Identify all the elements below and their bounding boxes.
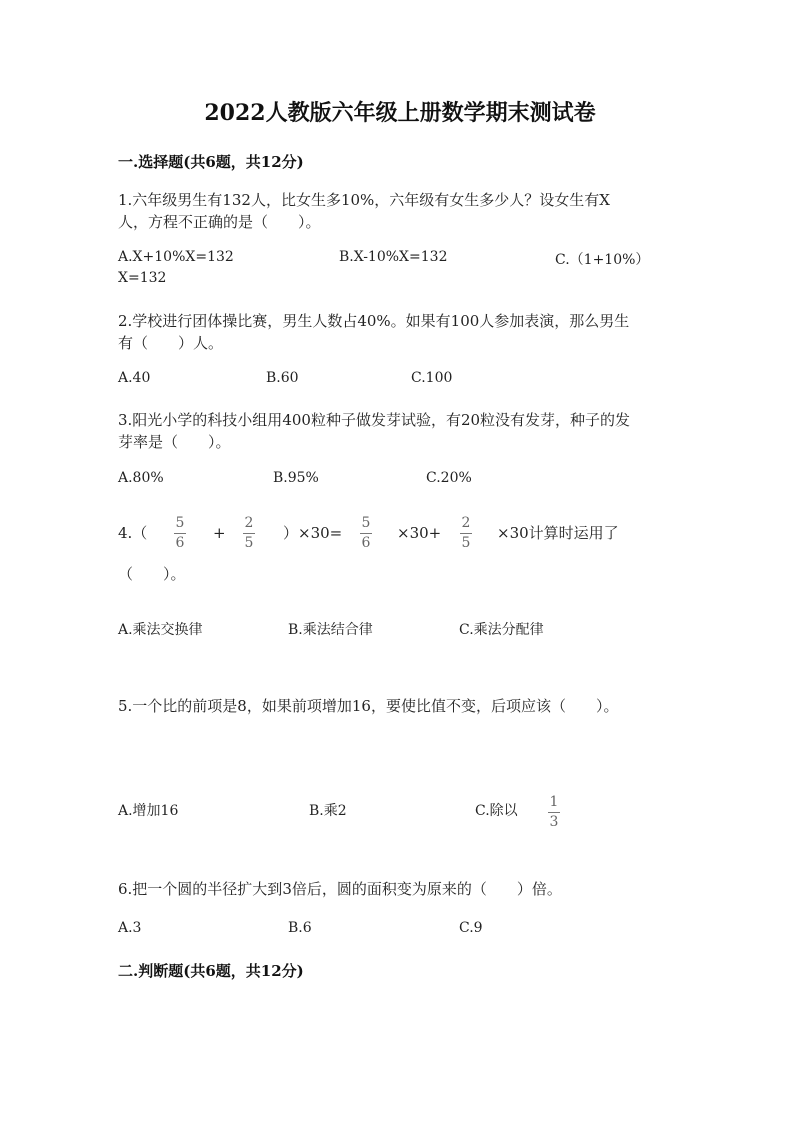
question-2-line-1: 2.学校进行团体操比赛，男生人数占40%。如果有100人参加表演，那么男生	[118, 312, 630, 330]
fraction-numerator: 2	[244, 515, 254, 531]
fraction-five-sixths	[174, 515, 186, 552]
fraction-denominator: 3	[549, 814, 559, 830]
fraction-two-fifths-2	[460, 515, 472, 552]
fraction-denominator: 6	[361, 535, 371, 551]
fraction-bar	[548, 812, 560, 813]
question-3-option-a: A.80%	[118, 470, 164, 486]
question-3-option-b: B.95%	[273, 470, 319, 486]
fraction-two-fifths	[243, 515, 255, 552]
question-2-line-2: 有（ ）人。	[118, 334, 224, 352]
question-6-option-c: C.9	[459, 920, 483, 936]
question-3-option-c: C.20%	[426, 470, 472, 486]
question-2-option-c: C.100	[411, 370, 453, 386]
fraction-numerator: 2	[461, 515, 471, 531]
fraction-numerator: 5	[175, 515, 185, 531]
plus-sign: +	[213, 524, 226, 542]
question-5-line-1: 5.一个比的前项是8，如果前项增加16，要使比值不变，后项应该（ ）。	[118, 697, 619, 715]
question-5-option-a: A.增加16	[118, 803, 179, 819]
question-4-suffix: ×30计算时运用了	[497, 524, 619, 542]
question-1-option-c-continued: X=132	[118, 270, 167, 286]
question-1-line-1: 1.六年级男生有132人，比女生多10%，六年级有女生多少人？设女生有X	[118, 191, 610, 209]
page-title: 2022人教版六年级上册数学期末测试卷	[204, 100, 596, 126]
fraction-bar	[360, 533, 372, 534]
question-4-mid: ）×30=	[283, 524, 343, 542]
fraction-five-sixths-2	[360, 515, 372, 552]
question-6-line-1: 6.把一个圆的半径扩大到3倍后，圆的面积变为原来的（ ）倍。	[118, 880, 562, 898]
question-2-option-b: B.60	[266, 370, 299, 386]
fraction-numerator: 1	[549, 794, 559, 810]
fraction-denominator: 5	[244, 535, 254, 551]
question-4-line-2: （ ）。	[118, 565, 186, 583]
question-4-option-b: B.乘法结合律	[288, 622, 373, 638]
fraction-denominator: 6	[175, 535, 185, 551]
fraction-bar	[174, 533, 186, 534]
question-6-option-a: A.3	[118, 920, 142, 936]
question-4-prefix: 4.（	[118, 524, 148, 542]
question-4-times-plus: ×30+	[397, 524, 442, 542]
fraction-numerator: 5	[361, 515, 371, 531]
question-1-option-b: B.X-10%X=132	[339, 249, 448, 265]
question-3-line-2: 芽率是（ ）。	[118, 433, 231, 451]
question-2-option-a: A.40	[118, 370, 151, 386]
fraction-bar	[243, 533, 255, 534]
fraction-one-third	[548, 794, 560, 831]
question-4-option-a: A.乘法交换律	[118, 622, 203, 638]
question-1-option-c: C.（1+10%）	[555, 252, 650, 268]
question-1-line-2: 人，方程不正确的是（ ）。	[118, 213, 321, 231]
question-4-option-c: C.乘法分配律	[459, 622, 544, 638]
question-5-option-c: C.除以	[475, 803, 518, 819]
section-heading-judgement: 二.判断题(共6题，共12分)	[118, 962, 304, 980]
fraction-bar	[460, 533, 472, 534]
question-1-option-a: A.X+10%X=132	[118, 249, 234, 265]
question-3-line-1: 3.阳光小学的科技小组用400粒种子做发芽试验，有20粒没有发芽，种子的发	[118, 411, 631, 429]
fraction-denominator: 5	[461, 535, 471, 551]
question-5-option-b: B.乘2	[309, 803, 347, 819]
question-6-option-b: B.6	[288, 920, 312, 936]
section-heading-choice: 一.选择题(共6题，共12分)	[118, 153, 304, 171]
